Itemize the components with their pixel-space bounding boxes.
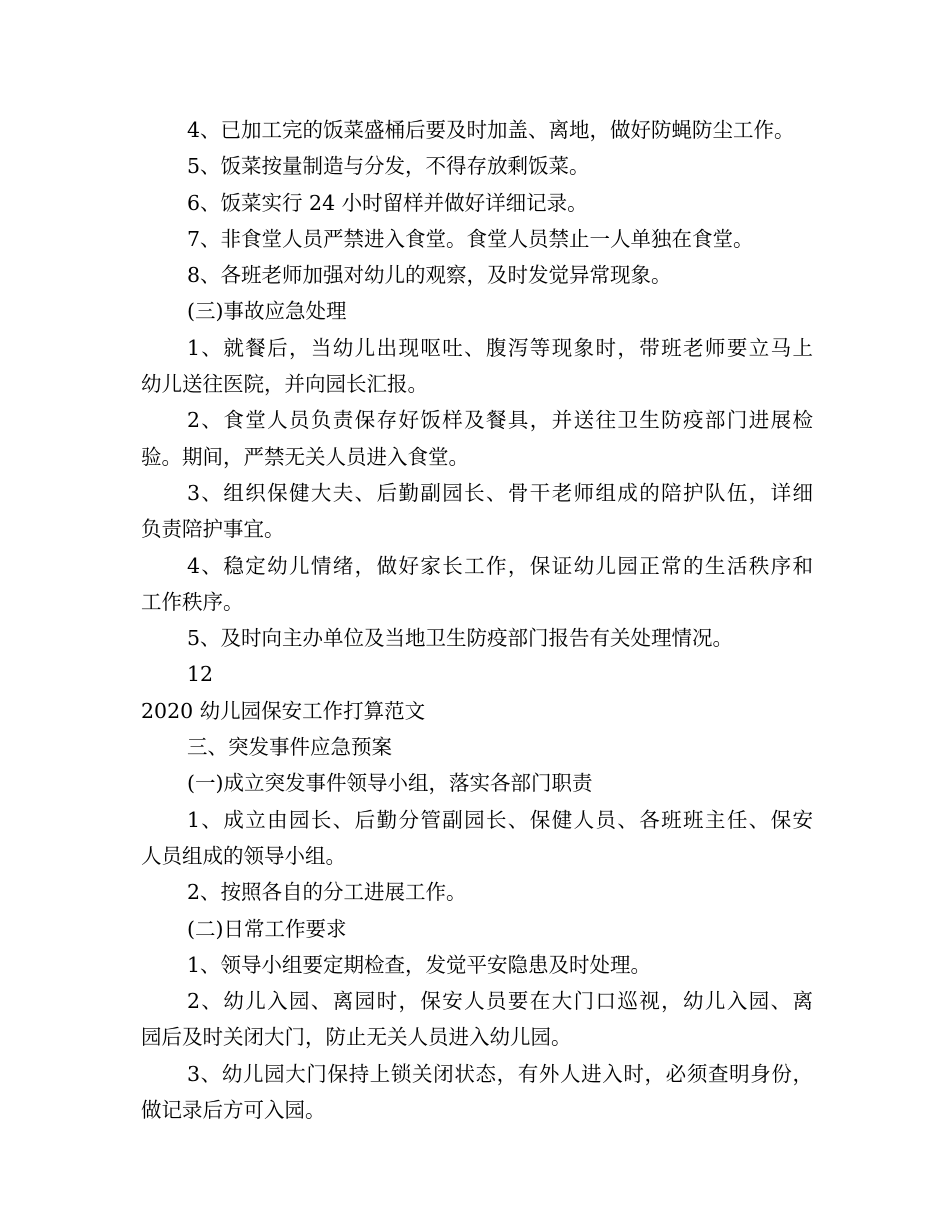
document-body (141, 112, 813, 1128)
text-line: 1、就餐后，当幼儿出现呕吐、腹泻等现象时，带班老师要立马上 (187, 335, 813, 360)
text-line: 2、按照各自的分工进展工作。 (187, 880, 467, 905)
text-line: 负责陪护事宜。 (141, 517, 285, 542)
text-line: 3、幼儿园大门保持上锁关闭状态，有外人进入时，必须查明身份， (187, 1061, 813, 1086)
text-line: (一)成立突发事件领导小组，落实各部门职责 (187, 771, 593, 796)
text-line: 5、及时向主办单位及当地卫生防疫部门报告有关处理情况。 (187, 626, 734, 651)
text-line: (二)日常工作要求 (187, 916, 347, 941)
text-line: 4、稳定幼儿情绪，做好家长工作，保证幼儿园正常的生活秩序和 (187, 553, 813, 578)
text-line: 2、幼儿入园、离园时，保安人员要在大门口巡视，幼儿入园、离 (187, 989, 813, 1014)
text-line: 三、突发事件应急预案 (187, 735, 392, 760)
text-line: 工作秩序。 (141, 589, 244, 614)
text-line: 人员组成的领导小组。 (141, 843, 346, 868)
text-line: 1、领导小组要定期检查，发觉平安隐患及时处理。 (187, 952, 652, 977)
text-line: 2、食堂人员负责保存好饭样及餐具，并送往卫生防疫部门进展检 (187, 408, 813, 433)
text-line: 6、饭菜实行 24 小时留样并做好详细记录。 (187, 190, 588, 215)
text-line: 1、成立由园长、后勤分管副园长、保健人员、各班班主任、保安 (187, 807, 813, 832)
text-line: 幼儿送往医院，并向园长汇报。 (141, 372, 428, 397)
text-line: 7、非食堂人员严禁进入食堂。食堂人员禁止一人单独在食堂。 (187, 226, 754, 251)
text-line: 验。期间，严禁无关人员进入食堂。 (141, 444, 469, 469)
text-line: 4、已加工完的饭菜盛桶后要及时加盖、离地，做好防蝇防尘工作。 (187, 118, 795, 142)
text-line: 园后及时关闭大门，防止无关人员进入幼儿园。 (141, 1025, 572, 1050)
text-line: 做记录后方可入园。 (141, 1098, 326, 1123)
text-line: 12 (187, 662, 214, 687)
text-line: 8、各班老师加强对幼儿的观察，及时发觉异常现象。 (187, 263, 672, 288)
text-line: 3、组织保健大夫、后勤副园长、骨干老师组成的陪护队伍，详细 (187, 480, 813, 505)
text-line: 5、饭菜按量制造与分发，不得存放剩饭菜。 (187, 154, 590, 179)
text-line: 2020 幼儿园保安工作打算范文 (141, 698, 426, 723)
text-line: (三)事故应急处理 (187, 299, 347, 324)
